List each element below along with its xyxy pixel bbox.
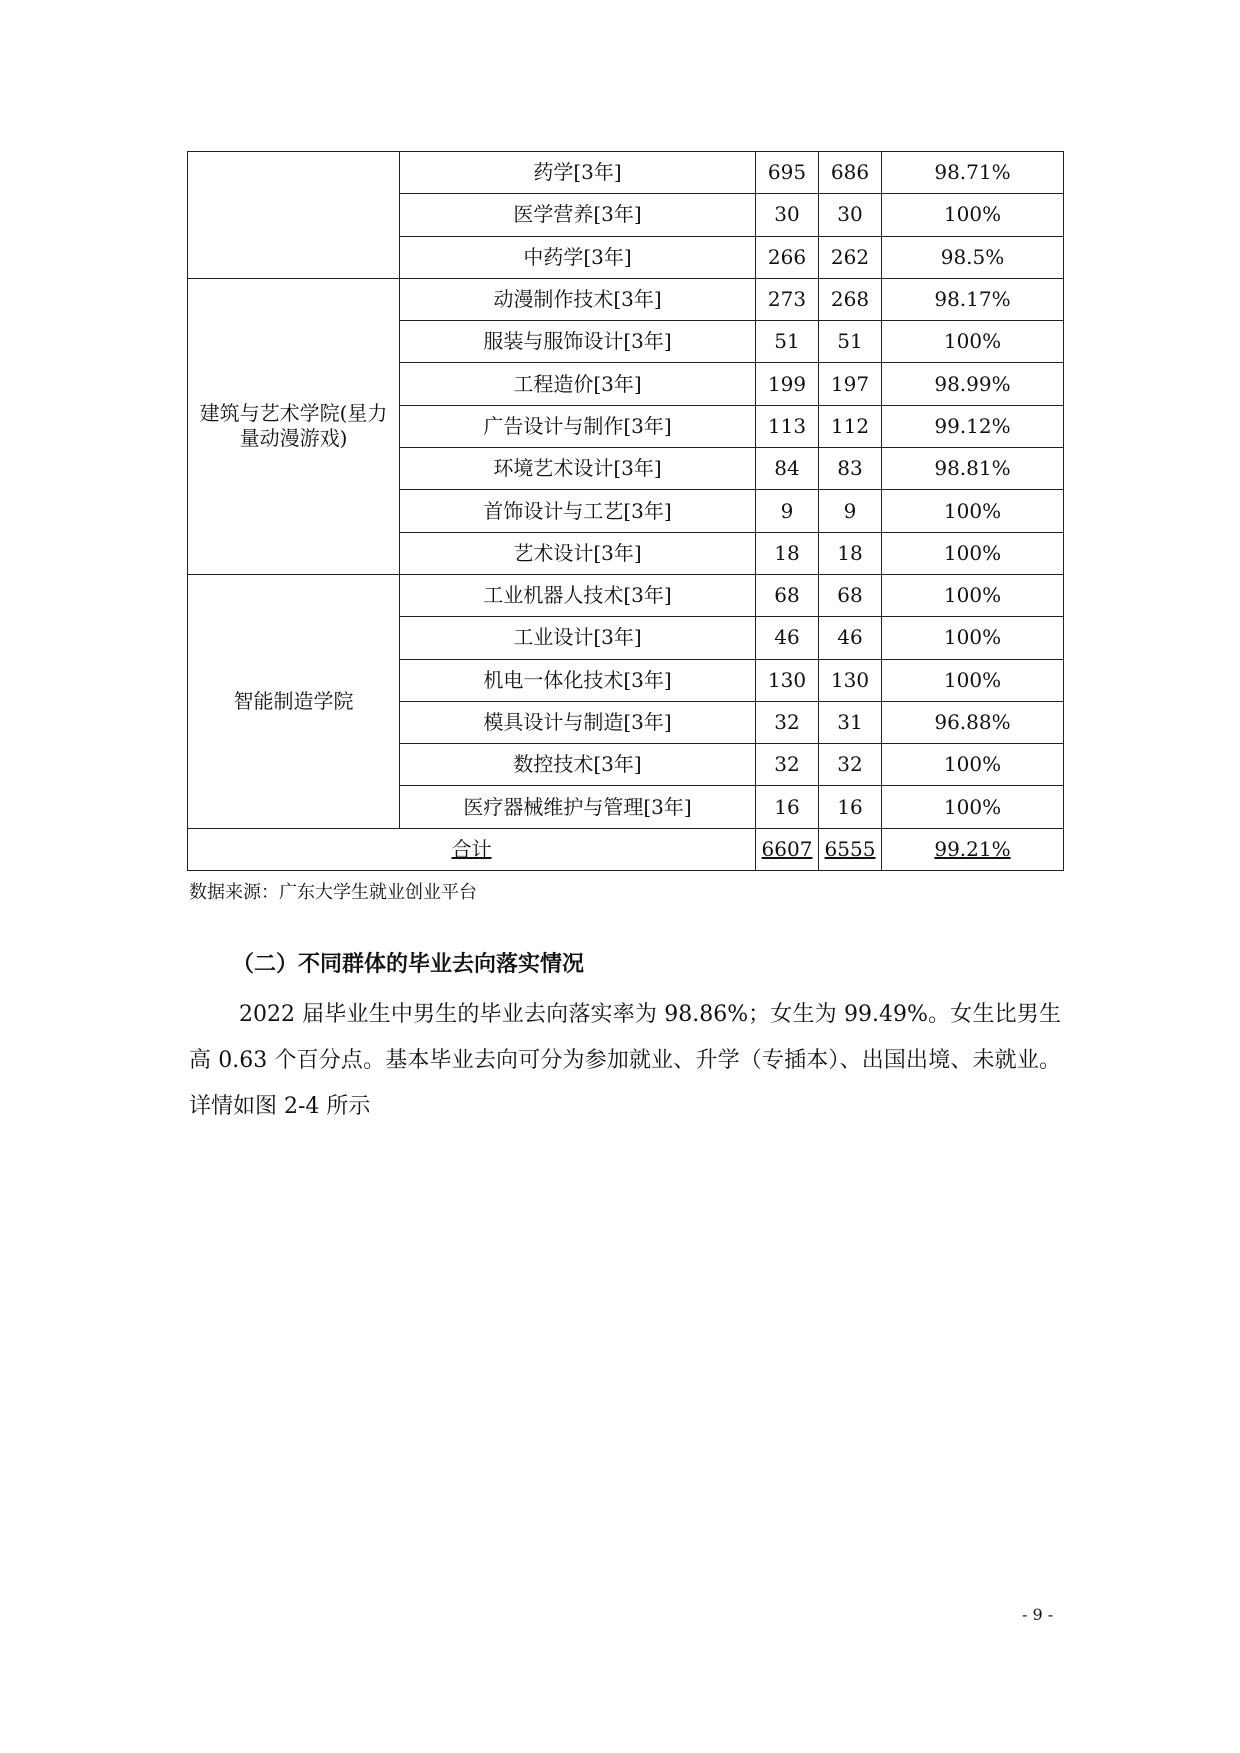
- graduates-count-cell: 9: [756, 490, 819, 532]
- placement-rate-cell: 100%: [882, 786, 1064, 828]
- placement-rate-cell: 100%: [882, 321, 1064, 363]
- placement-rate-cell: 100%: [882, 490, 1064, 532]
- graduates-count-cell: 199: [756, 363, 819, 405]
- placement-rate-cell: 98.17%: [882, 278, 1064, 320]
- placed-count-cell: 30: [819, 194, 882, 236]
- section-heading: （二）不同群体的毕业去向落实情况: [232, 952, 585, 977]
- college-cell: [188, 152, 400, 279]
- placed-count-cell: 197: [819, 363, 882, 405]
- placement-rate-cell: 99.12%: [882, 405, 1064, 447]
- total-placed-cell-text: 6555: [824, 836, 876, 861]
- placed-count-cell: 130: [819, 659, 882, 701]
- graduates-count-cell: 32: [756, 744, 819, 786]
- major-cell: 工业机器人技术[3年]: [400, 574, 756, 616]
- table-row: [188, 278, 1064, 320]
- graduates-count-cell: 273: [756, 278, 819, 320]
- major-cell: 首饰设计与工艺[3年]: [400, 490, 756, 532]
- source-note: 数据来源：广东大学生就业创业平台: [189, 882, 477, 903]
- graduates-count-cell: 130: [756, 659, 819, 701]
- graduates-count-cell: 16: [756, 786, 819, 828]
- employment-rate-table: [187, 151, 1064, 871]
- college-cell: 建筑与艺术学院(星力量动漫游戏): [188, 278, 400, 574]
- table-row: [188, 574, 1064, 616]
- total-rate-cell-text: 99.21%: [934, 836, 1011, 861]
- total-graduates-cell-text: 6607: [761, 836, 813, 861]
- graduates-count-cell: 695: [756, 152, 819, 194]
- major-cell: 医学营养[3年]: [400, 194, 756, 236]
- placement-rate-cell: 100%: [882, 617, 1064, 659]
- placement-rate-cell: 100%: [882, 194, 1064, 236]
- page-number: - 9 -: [1022, 1605, 1054, 1624]
- placed-count-cell: 112: [819, 405, 882, 447]
- placed-count-cell: 83: [819, 448, 882, 490]
- graduates-count-cell: 46: [756, 617, 819, 659]
- major-cell: 工业设计[3年]: [400, 617, 756, 659]
- table-row: [188, 152, 1064, 194]
- graduates-count-cell: 32: [756, 701, 819, 743]
- placed-count-cell: 51: [819, 321, 882, 363]
- placed-count-cell: 46: [819, 617, 882, 659]
- major-cell: 服装与服饰设计[3年]: [400, 321, 756, 363]
- placement-rate-cell: 98.71%: [882, 152, 1064, 194]
- major-cell: 环境艺术设计[3年]: [400, 448, 756, 490]
- placed-count-cell: 31: [819, 701, 882, 743]
- total-rate-cell: [882, 828, 1064, 870]
- graduates-count-cell: 18: [756, 532, 819, 574]
- table-body: [188, 152, 1064, 871]
- placed-count-cell: 9: [819, 490, 882, 532]
- major-cell: 动漫制作技术[3年]: [400, 278, 756, 320]
- graduates-count-cell: 30: [756, 194, 819, 236]
- placed-count-cell: 68: [819, 574, 882, 616]
- placement-rate-cell: 100%: [882, 574, 1064, 616]
- total-label-cell: [188, 828, 756, 870]
- placement-rate-cell: 98.99%: [882, 363, 1064, 405]
- placement-rate-cell: 98.81%: [882, 448, 1064, 490]
- total-graduates-cell: [756, 828, 819, 870]
- graduates-count-cell: 266: [756, 236, 819, 278]
- placed-count-cell: 16: [819, 786, 882, 828]
- placement-rate-cell: 100%: [882, 744, 1064, 786]
- graduates-count-cell: 84: [756, 448, 819, 490]
- graduates-count-cell: 113: [756, 405, 819, 447]
- placed-count-cell: 268: [819, 278, 882, 320]
- placement-rate-cell: 96.88%: [882, 701, 1064, 743]
- major-cell: 模具设计与制造[3年]: [400, 701, 756, 743]
- major-cell: 广告设计与制作[3年]: [400, 405, 756, 447]
- graduates-count-cell: 68: [756, 574, 819, 616]
- placed-count-cell: 686: [819, 152, 882, 194]
- major-cell: 药学[3年]: [400, 152, 756, 194]
- placement-rate-cell: 98.5%: [882, 236, 1064, 278]
- major-cell: 机电一体化技术[3年]: [400, 659, 756, 701]
- placement-rate-cell: 100%: [882, 532, 1064, 574]
- total-row: [188, 828, 1064, 870]
- graduates-count-cell: 51: [756, 321, 819, 363]
- placed-count-cell: 32: [819, 744, 882, 786]
- major-cell: 艺术设计[3年]: [400, 532, 756, 574]
- major-cell: 工程造价[3年]: [400, 363, 756, 405]
- placed-count-cell: 262: [819, 236, 882, 278]
- body-paragraph: 2022 届毕业生中男生的毕业去向落实率为 98.86%；女生为 99.49%。女生比男生高 0.63 个百分点。基本毕业去向可分为参加就业、升学（专插本）、出国出境、未就业。详情如图 2-4 所示: [189, 1002, 1061, 1119]
- major-cell: 医疗器械维护与管理[3年]: [400, 786, 756, 828]
- college-cell: 智能制造学院: [188, 574, 400, 828]
- total-label-cell-text: 合计: [451, 836, 492, 861]
- total-placed-cell: [819, 828, 882, 870]
- placed-count-cell: 18: [819, 532, 882, 574]
- major-cell: 数控技术[3年]: [400, 744, 756, 786]
- placement-rate-cell: 100%: [882, 659, 1064, 701]
- major-cell: 中药学[3年]: [400, 236, 756, 278]
